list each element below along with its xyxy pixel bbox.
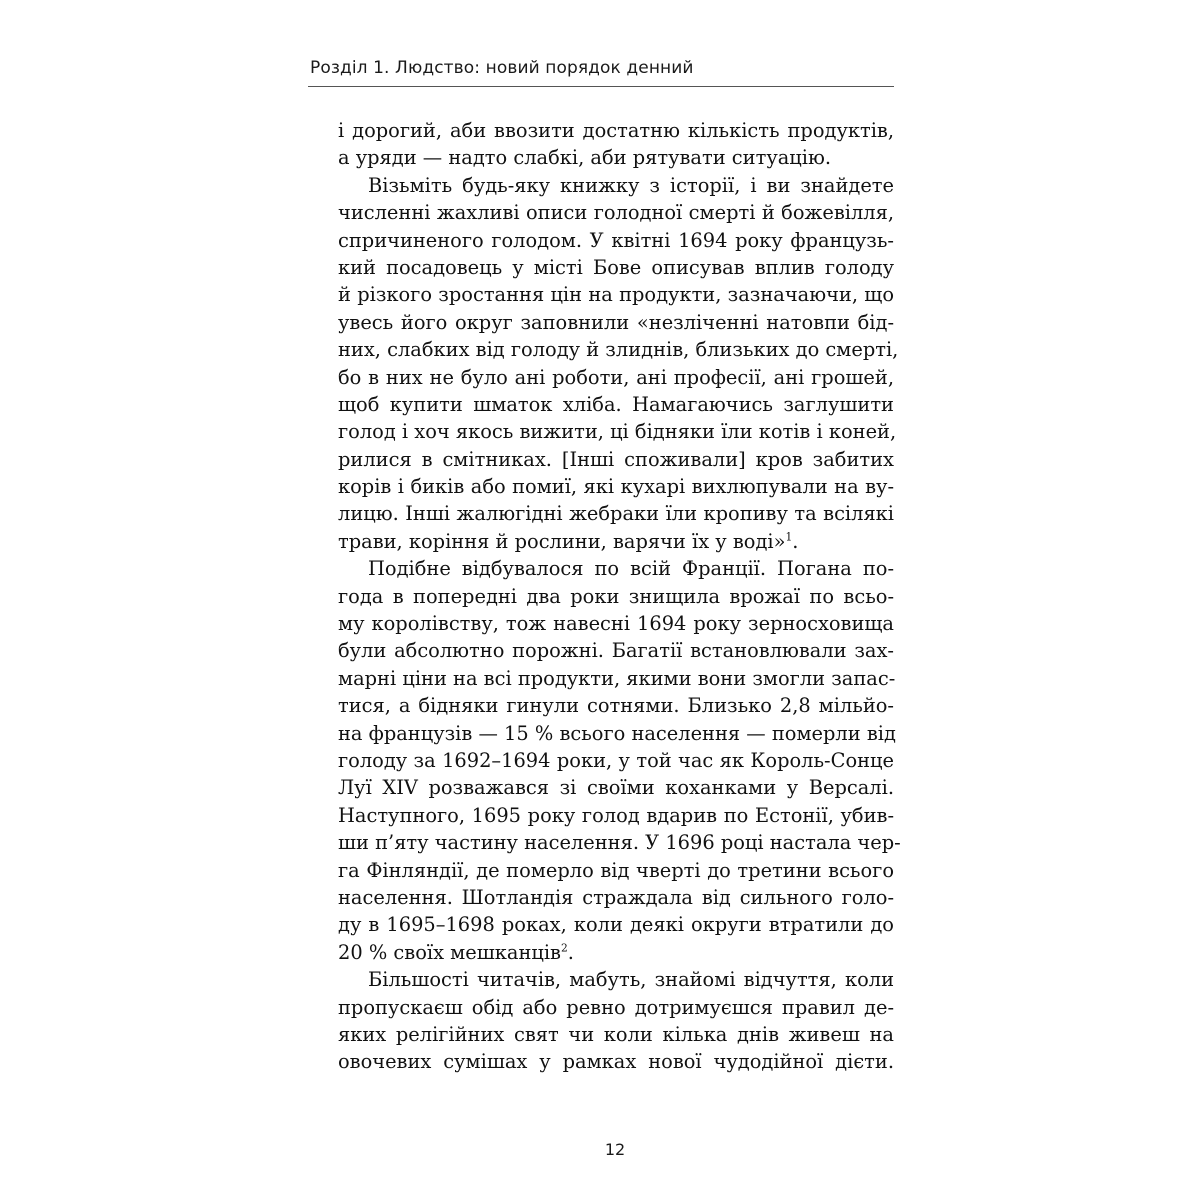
text-line-content: увесь його округ заповнили «незліченні натовпи бід- xyxy=(338,310,894,334)
text-line-content: а уряди — надто слабкі, аби рятувати ситуацію. xyxy=(338,146,832,170)
running-head: Розділ 1. Людство: новий порядок денний xyxy=(310,58,694,78)
text-line xyxy=(338,665,894,692)
text-line xyxy=(338,857,894,884)
text-line-tail: . xyxy=(792,529,799,553)
text-line-content: голод і хоч якось вижити, ці бідняки їли котів і коней, xyxy=(338,420,897,444)
text-line-content: щоб купити шматок хліба. Намагаючись заглушити xyxy=(338,392,894,416)
text-line-content: пропускаєш обід або ревно дотримуєшся правил де- xyxy=(338,995,894,1019)
page-number: 12 xyxy=(604,1140,626,1159)
header-rule xyxy=(308,86,894,87)
text-line-content: 20 % своїх мешканців xyxy=(338,940,561,964)
text-line-content: Більшості читачів, мабуть, знайомі відчуття, коли xyxy=(368,968,894,992)
text-line-content: тися, а бідняки гинули сотнями. Близько 2,8 мільйо- xyxy=(338,694,894,718)
text-line xyxy=(338,829,901,856)
footnote-marker: 1 xyxy=(785,530,793,544)
text-line-content: бо в них не було ані роботи, ані професії, ані грошей, xyxy=(338,365,894,389)
text-line-content: трави, коріння й рослини, варячи їх у воді» xyxy=(338,529,786,553)
text-line xyxy=(338,966,894,993)
text-line-content: й різкого зростання цін на продукти, зазначаючи, що xyxy=(338,283,894,307)
text-line xyxy=(338,418,897,445)
text-line-content: овочевих сумішах у рамках нової чудодійної дієти. xyxy=(338,1050,894,1074)
text-line xyxy=(338,473,894,500)
text-line-content: на французів — 15 % всього населення — померли від xyxy=(338,721,896,745)
text-line-content: марні ціни на всі продукти, якими вони змогли запас- xyxy=(338,666,896,690)
text-line xyxy=(338,336,899,363)
text-line-content: Візьміть будь-яку книжку з історії, і ви знайдете xyxy=(368,173,894,197)
body-text xyxy=(338,117,901,1076)
text-line-content: га Фінляндії, де померло від чверті до третини всього xyxy=(338,858,894,882)
text-line-content: Наступного, 1695 року голод вдарив по Естонії, убив- xyxy=(338,803,894,827)
text-line-content: голоду за 1692–1694 роки, у той час як Король-Сонце xyxy=(338,748,894,772)
text-line xyxy=(338,528,894,555)
text-line xyxy=(338,391,894,418)
text-line xyxy=(338,720,894,747)
text-line-tail: . xyxy=(567,940,574,964)
text-line xyxy=(338,364,894,391)
text-line xyxy=(338,637,894,664)
text-line-content: му королівству, тож навесні 1694 року зерносховища xyxy=(338,612,894,636)
text-line xyxy=(338,172,894,199)
text-line xyxy=(338,1021,894,1048)
text-line-content: кий посадовець у місті Бове описував вплив голоду xyxy=(338,255,894,279)
text-line xyxy=(338,309,894,336)
text-line-content: яких релігійних свят чи коли кілька днів живеш на xyxy=(338,1022,894,1046)
text-line xyxy=(338,583,894,610)
text-line xyxy=(338,254,894,281)
footnote-marker: 2 xyxy=(560,941,568,955)
text-line xyxy=(338,610,894,637)
text-line-content: населення. Шотландія страждала від сильного голо- xyxy=(338,885,894,909)
text-line-content: Луї XIV розважався зі своїми коханками у Версалі. xyxy=(338,776,894,800)
text-line xyxy=(338,994,894,1021)
text-line xyxy=(338,199,894,226)
text-line xyxy=(338,555,894,582)
text-line xyxy=(338,144,894,171)
text-line xyxy=(338,117,894,144)
text-line-content: і дорогий, аби ввозити достатню кількість продуктів, xyxy=(338,119,894,142)
text-line-content: рилися в смітниках. [Інші споживали] кров забитих xyxy=(338,447,894,471)
text-line-content: ши п’яту частину населення. У 1696 році настала чер- xyxy=(338,831,901,855)
text-line-content: ду в 1695–1698 роках, коли деякі округи втратили до xyxy=(338,913,894,937)
text-line-content: спричиненого голодом. У квітні 1694 року французь- xyxy=(338,228,894,252)
text-line xyxy=(338,911,894,938)
text-line xyxy=(338,1048,894,1075)
text-line xyxy=(338,747,894,774)
text-line xyxy=(338,281,894,308)
text-line-content: года в попередні два роки знищила врожаї по всьо- xyxy=(338,584,894,608)
text-line xyxy=(338,939,894,966)
text-line-content: численні жахливі описи голодної смерті й божевілля, xyxy=(338,201,894,225)
text-line xyxy=(338,884,894,911)
text-line xyxy=(338,500,894,527)
text-line-content: лицю. Інші жалюгідні жебраки їли кропиву та всілякі xyxy=(338,502,894,526)
text-line xyxy=(338,774,894,801)
text-line xyxy=(338,446,894,473)
text-line-content: Подібне відбувалося по всій Франції. Погана по- xyxy=(368,557,894,581)
text-line-content: них, слабких від голоду й злиднів, близьких до смерті, xyxy=(338,338,899,362)
text-line xyxy=(338,692,894,719)
text-line xyxy=(338,227,894,254)
text-line-content: були абсолютно порожні. Багатії встановлювали зах- xyxy=(338,639,894,663)
text-line-content: корів і биків або помиї, які кухарі вихлюпували на ву- xyxy=(338,475,894,499)
text-line xyxy=(338,802,894,829)
